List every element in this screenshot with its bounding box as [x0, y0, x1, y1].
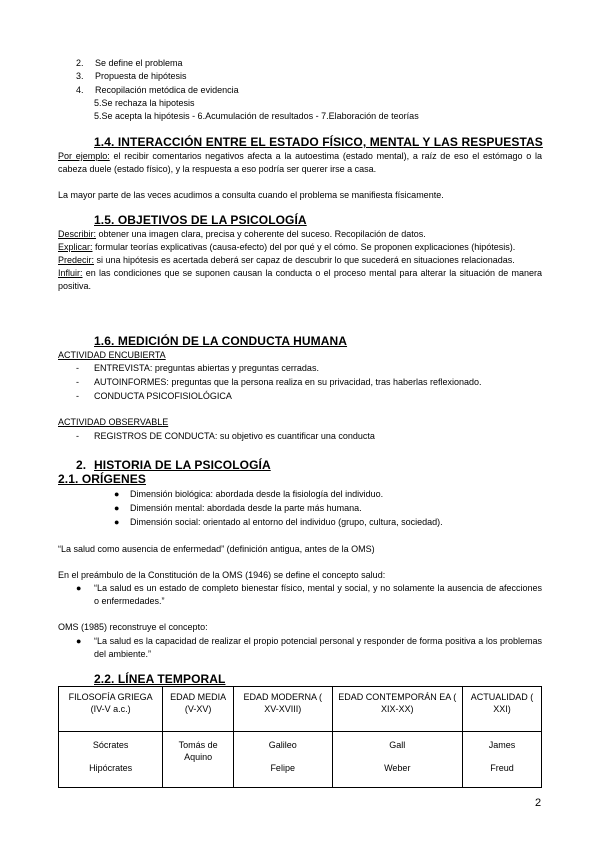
figure-name: Galileo: [268, 740, 297, 750]
table-header-cell: EDAD CONTEMPORÁN EA ( XIX-XX): [332, 687, 462, 732]
method-step-extra: 5.Se rechaza la hipotesis: [94, 98, 195, 108]
method-step-extra: 5.Se acepta la hipótesis - 6.Acumulación de resultados - 7.Elaboración de teorías: [94, 111, 419, 121]
observable-item: REGISTROS DE CONDUCTA: su objetivo es cuantificar una conducta: [94, 431, 375, 441]
covert-item: AUTOINFORMES: preguntas que la persona realiza en su privacidad, tras haberlas reflexionado.: [94, 377, 482, 387]
step-number: 2.: [76, 58, 84, 68]
objective-label: Describir:: [58, 229, 97, 239]
bullet-icon: ●: [76, 636, 82, 646]
objective-label: Predecir:: [58, 255, 95, 265]
bullet-icon: ●: [114, 503, 120, 513]
table-cell: [463, 732, 542, 788]
objectives-list: [58, 228, 542, 293]
figure-name: Freud: [490, 763, 514, 773]
example-label: Por ejemplo:: [58, 151, 110, 161]
objective-label: Influir:: [58, 268, 83, 278]
figure-name: James: [488, 740, 516, 750]
covert-activity-label: ACTIVIDAD ENCUBIERTA: [58, 350, 166, 360]
table-header-cell: EDAD MEDIA (V-XV): [163, 687, 234, 732]
objective-item: [58, 254, 542, 267]
dash-marker: -: [76, 363, 79, 373]
bullet-icon: ●: [114, 517, 120, 527]
dash-marker: -: [76, 391, 79, 401]
method-step: [76, 57, 84, 70]
figure-name: Tomás de Aquino: [178, 740, 218, 762]
table-header-cell: ACTUALIDAD ( XXI): [463, 687, 542, 732]
oms-intro: En el preámbulo de la Constitución de la OMS (1946) se define el concepto salud:: [58, 570, 386, 580]
table-cell: [59, 732, 163, 788]
figure-name: Felipe: [270, 763, 295, 773]
objective-item: [58, 267, 542, 293]
objective-item: [58, 228, 542, 241]
step-number: 3.: [76, 71, 84, 81]
covert-item: CONDUCTA PSICOFISIOLÓGICA: [94, 391, 232, 401]
oms2-quote: “La salud es la capacidad de realizar el propio potencial personal y responder de forma positiva a los problemas del ambiente.”: [94, 636, 542, 659]
table-cell: [163, 732, 234, 788]
observable-activity-label: ACTIVIDAD OBSERVABLE: [58, 417, 169, 427]
section-heading-2-1: 2.1. ORÍGENES: [58, 472, 146, 486]
objective-text: obtener una imagen clara, precisa y coherente del suceso. Recopilación de datos.: [96, 229, 426, 239]
objective-text: si una hipótesis es acertada deberá ser capaz de descubrir lo que sucederá en situaciones relacionadas.: [94, 255, 515, 265]
table-row: [59, 732, 542, 788]
health-definition: “La salud como ausencia de enfermedad” (definición antigua, antes de la OMS): [58, 544, 375, 554]
method-step-text: Propuesta de hipótesis: [95, 71, 187, 81]
dimension-item: Dimensión social: orientado al entorno del individuo (grupo, cultura, sociedad).: [130, 517, 443, 527]
dimension-item: Dimensión mental: abordada desde la parte más humana.: [130, 503, 362, 513]
objective-text: en las condiciones que se suponen causan la conducta o el proceso mental para alterar la situación de manera positiva.: [58, 268, 542, 291]
section-heading-1-6: 1.6. MEDICIÓN DE LA CONDUCTA HUMANA: [94, 334, 348, 348]
table-header-cell: FILOSOFÍA GRIEGA (IV-V a.c.): [59, 687, 163, 732]
table-header-row: [59, 687, 542, 732]
example-paragraph: [58, 150, 542, 176]
consult-note: La mayor parte de las veces acudimos a consulta cuando el problema se manifiesta físicamente.: [58, 190, 444, 200]
dimension-item: Dimensión biológica: abordada desde la fisiología del individuo.: [130, 489, 384, 499]
section-heading-1-5: 1.5. OBJETIVOS DE LA PSICOLOGÍA: [94, 213, 307, 227]
section-heading-1-4: 1.4. INTERACCIÓN ENTRE EL ESTADO FÍSICO, MENTAL Y LAS RESPUESTAS: [94, 135, 543, 149]
example-text: el recibir comentarios negativos afecta a la autoestima (estado mental), a raíz de eso el estómago o la cabeza duele (estado físico), y la respuesta a eso podría ser querer irse a casa.: [58, 151, 542, 174]
objective-label: Explicar:: [58, 242, 93, 252]
objective-text: formular teorías explicativas (causa-efecto) del por qué y el cómo. Se proponen explicaciones (hipótesis).: [92, 242, 516, 252]
method-step-text: Se define el problema: [95, 58, 183, 68]
dash-marker: -: [76, 377, 79, 387]
covert-item: ENTREVISTA: preguntas abiertas y preguntas cerradas.: [94, 363, 319, 373]
method-step-text: Recopilación metódica de evidencia: [95, 85, 239, 95]
objective-item: [58, 241, 542, 254]
section-heading-2: HISTORIA DE LA PSICOLOGÍA: [94, 458, 271, 472]
oms-quote: “La salud es un estado de completo bienestar físico, mental y social, y no solamente la ausencia de afecciones o enfermedades.”: [94, 583, 542, 606]
oms2-intro: OMS (1985) reconstruye el concepto:: [58, 622, 208, 632]
table-header-cell: EDAD MODERNA ( XV-XVIII): [233, 687, 332, 732]
table-cell: [332, 732, 462, 788]
section-heading-2-2: 2.2. LÍNEA TEMPORAL: [94, 672, 226, 686]
bullet-icon: ●: [76, 583, 82, 593]
figure-name: Weber: [384, 763, 411, 773]
dash-marker: -: [76, 431, 79, 441]
page-number: 2: [535, 797, 542, 809]
figure-name: Gall: [389, 740, 406, 750]
timeline-table: [58, 686, 542, 788]
figure-name: Hipócrates: [89, 763, 133, 773]
section-number-2: 2.: [76, 458, 87, 472]
step-number: 4.: [76, 85, 84, 95]
figure-name: Sócrates: [92, 740, 129, 750]
table-cell: [233, 732, 332, 788]
bullet-icon: ●: [114, 489, 120, 499]
